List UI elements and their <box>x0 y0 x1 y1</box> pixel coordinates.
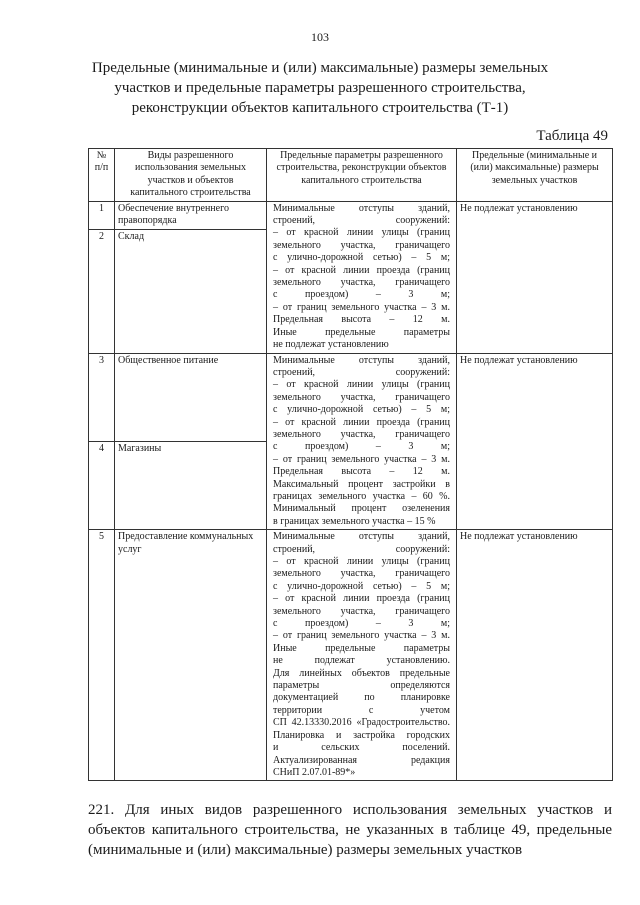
params-line: Актуализированная редакция <box>273 754 450 766</box>
params-line: строений, сооружений: <box>273 366 450 378</box>
params-line: – от красной линии проезда (границ <box>273 593 450 605</box>
params-line: Минимальные отступы зданий, <box>273 202 450 214</box>
params-line: Иные предельные параметры <box>273 326 450 338</box>
table-caption: Таблица 49 <box>536 128 608 144</box>
title-line: участков и предельные параметры разрешенного строительства, <box>114 80 526 96</box>
title-line: реконструкции объектов капитального строительства (Т-1) <box>131 100 509 116</box>
usage-type: Общественное питание <box>115 353 267 441</box>
params-line: и сельских поселений. <box>273 742 450 754</box>
params-line: СП 42.13330.2016 «Градостроительство. <box>273 717 450 729</box>
params-line: – от красной линии улицы (границ <box>273 227 450 239</box>
table-body <box>89 201 613 781</box>
params-line: с проездом) – 3 м; <box>273 289 450 301</box>
plot-size-limits: Не подлежат установлению <box>457 201 613 353</box>
header-construction-params: Предельные параметры разрешенного строительства, реконструкции объектов капитального строительства <box>267 149 457 202</box>
params-line: границах земельного участка – 60 %. <box>273 490 450 502</box>
params-line: с проездом) – 3 м; <box>273 618 450 630</box>
params-line: – от красной линии улицы (границ <box>273 556 450 567</box>
params-line: параметры определяются <box>273 680 450 692</box>
title-line: Предельные (минимальные и (или) максимальные) размеры земельных <box>91 60 549 76</box>
params-line: земельного участка, граничащего <box>273 391 450 403</box>
usage-type: Обеспечение внутреннего правопорядка <box>115 201 267 229</box>
row-number: 3 <box>89 353 115 441</box>
usage-type: Склад <box>115 229 267 353</box>
params-line: Планировка и застройка городских <box>273 729 450 741</box>
table-row <box>89 530 613 781</box>
parameters-table <box>88 148 613 781</box>
params-line: земельного участка, граничащего <box>273 239 450 251</box>
params-line: земельного участка, граничащего <box>273 568 450 580</box>
params-line: – от красной линии проезда (границ <box>273 416 450 428</box>
body-paragraph: 221. Для иных видов разрешенного использования земельных участков и объектов капитального строительства, не указанных в таблице 49, предельные (минимальные и (или) максимальные) размеры земельных участков <box>88 802 612 858</box>
construction-params <box>267 530 457 781</box>
params-line: – от красной линии улицы (границ <box>273 379 450 391</box>
params-line: Минимальные отступы зданий, <box>273 354 450 366</box>
table-row <box>89 353 613 441</box>
params-line: в границах земельного участка – 15 % <box>273 515 436 527</box>
params-line: – от красной линии проезда (границ <box>273 264 450 276</box>
table-header-row <box>89 149 613 202</box>
params-line: не подлежат установлению. <box>273 655 450 667</box>
usage-type: Предоставление коммунальных услуг <box>115 530 267 781</box>
page-number: 103 <box>311 30 329 44</box>
document-title <box>60 58 580 118</box>
params-line: с улично-дорожной сетью) – 5 м; <box>273 252 450 264</box>
construction-params <box>267 353 457 530</box>
params-line: Минимальный процент озеленения <box>273 503 450 515</box>
plot-size-limits: Не подлежат установлению <box>457 353 613 530</box>
header-usage-types: Виды разрешенного использования земельных участков и объектов капитального строительства <box>115 149 267 202</box>
params-line: – от границ земельного участка – 3 м. <box>273 453 450 465</box>
table-row <box>89 201 613 229</box>
params-line: с улично-дорожной сетью) – 5 м; <box>273 580 450 592</box>
params-line: Минимальные отступы зданий, <box>273 531 450 543</box>
params-line: СНиП 2.07.01-89*» <box>273 766 356 778</box>
construction-params <box>267 201 457 353</box>
row-number: 4 <box>89 441 115 529</box>
row-number: 1 <box>89 201 115 229</box>
params-line: Предельная высота – 12 м. <box>273 466 450 478</box>
params-line: строений, сооружений: <box>273 215 450 227</box>
params-line: Максимальный процент застройки в <box>273 478 450 490</box>
params-line: территории с учетом <box>273 704 450 716</box>
params-line: земельного участка, граничащего <box>273 605 450 617</box>
plot-size-limits: Не подлежат установлению <box>457 530 613 781</box>
params-line: с улично-дорожной сетью) – 5 м; <box>273 404 450 416</box>
params-line: – от границ земельного участка – 3 м. <box>273 630 450 642</box>
params-line: Для линейных объектов предельные <box>273 667 450 679</box>
header-number: № п/п <box>89 149 115 202</box>
usage-type: Магазины <box>115 441 267 529</box>
params-line: с проездом) – 3 м; <box>273 441 450 453</box>
params-line: земельного участка, граничащего <box>273 277 450 289</box>
params-line: Иные предельные параметры <box>273 642 450 654</box>
row-number: 5 <box>89 530 115 781</box>
params-line: документацией по планировке <box>273 692 450 704</box>
params-line: земельного участка, граничащего <box>273 428 450 440</box>
params-line: не подлежат установлению <box>273 339 389 351</box>
row-number: 2 <box>89 229 115 353</box>
header-plot-sizes: Предельные (минимальные и (или) максимальные) размеры земельных участков <box>457 149 613 202</box>
params-line: – от границ земельного участка – 3 м. <box>273 301 450 313</box>
params-line: строений, сооружений: <box>273 543 450 555</box>
params-line: Предельная высота – 12 м. <box>273 314 450 326</box>
